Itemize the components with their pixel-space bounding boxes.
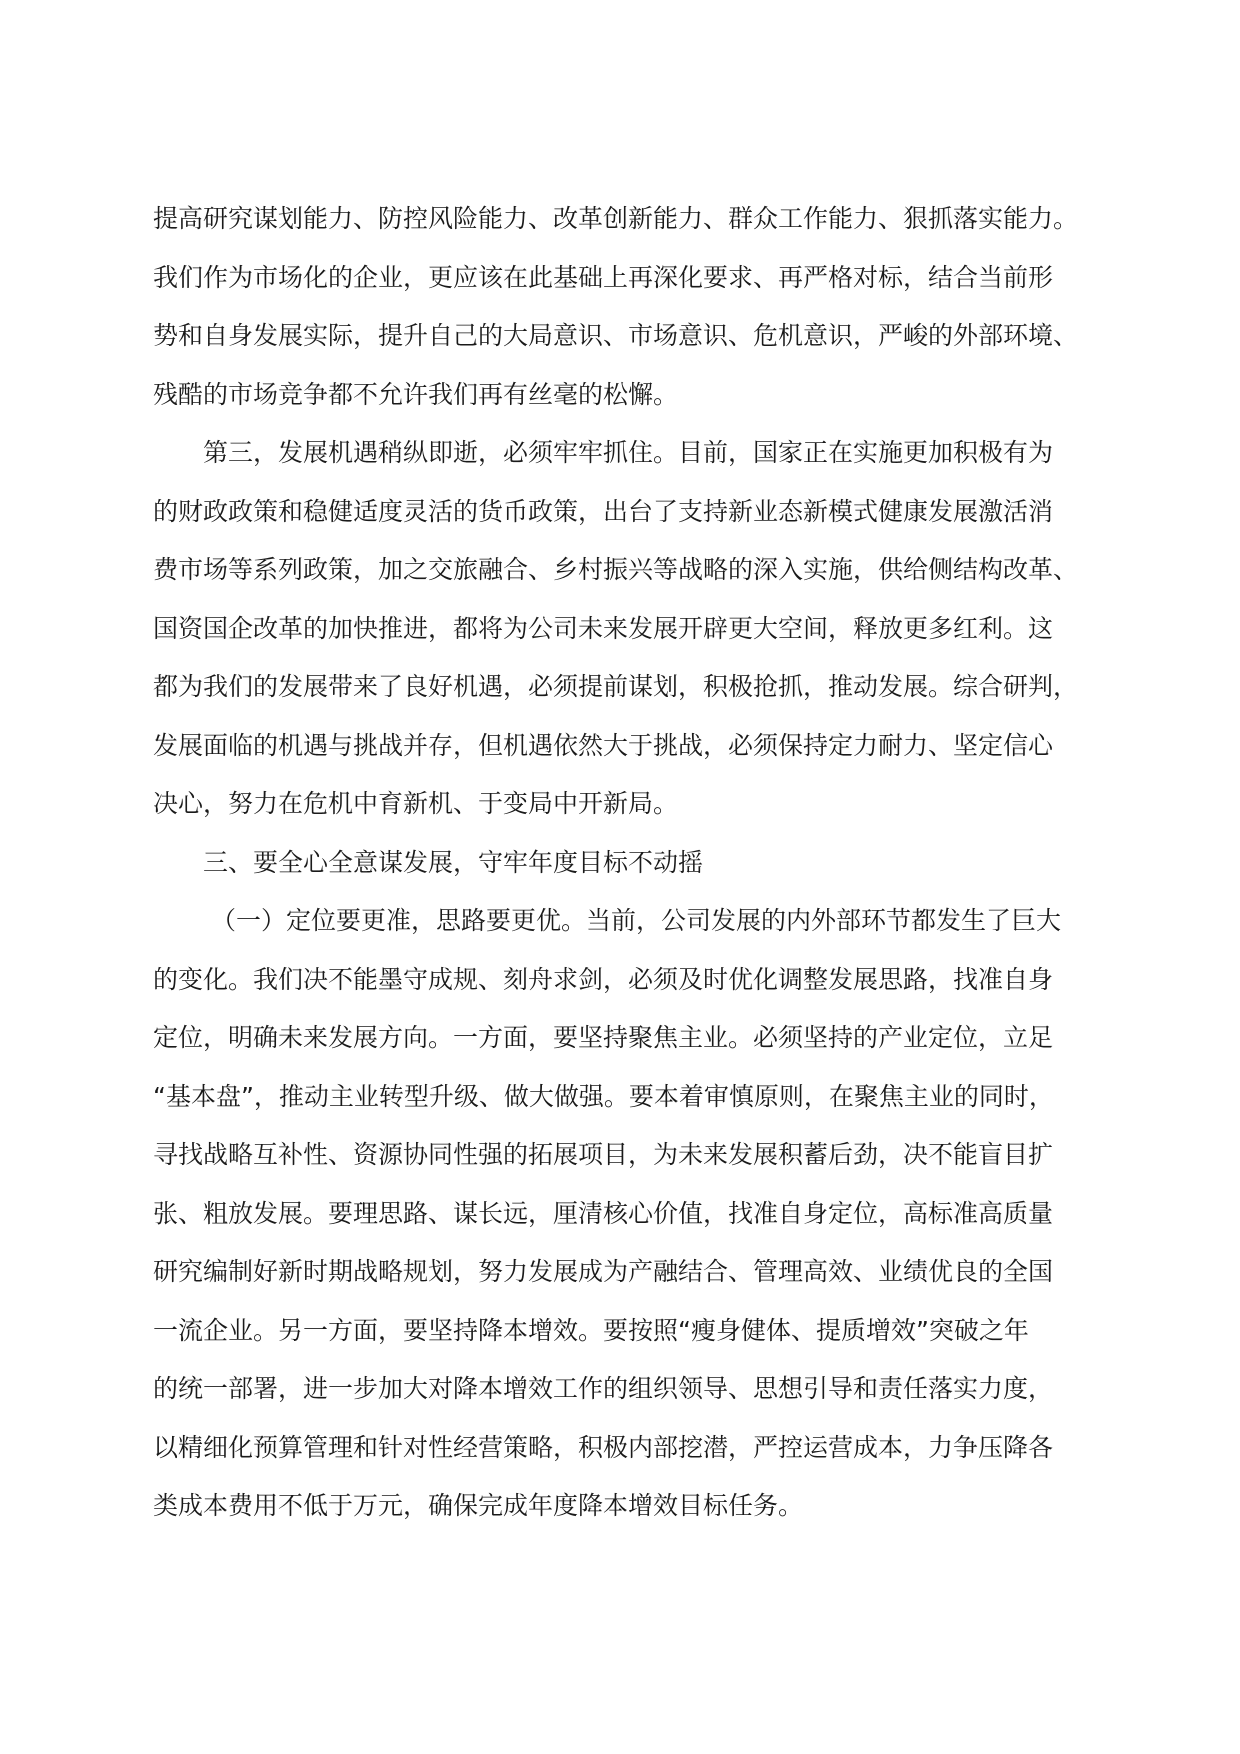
text-line: 寻找战略互补性、资源协同性强的拓展项目，为未来发展积蓄后劲，决不能盲目扩 <box>153 1140 1054 1169</box>
text-line: 一流企业。另一方面，要坚持降本增效。要按照“瘦身健体、提质增效”突破之年 <box>153 1315 1029 1345</box>
text-line: 费市场等系列政策，加之交旅融合、乡村振兴等战略的深入实施，供给侧结构改革、 <box>153 555 1079 584</box>
text-line: 残酷的市场竞争都不允许我们再有丝毫的松懈。 <box>153 379 679 409</box>
section-heading: 三、要全心全意谋发展，守牢年度目标不动摇 <box>203 847 704 877</box>
subsection-start-line: （一）定位要更准，思路要更优。当前，公司发展的内外部环节都发生了巨大 <box>211 906 1062 935</box>
text-line: 类成本费用不低于万元，确保完成年度降本增效目标任务。 <box>153 1491 804 1520</box>
text-line: 国资国企改革的加快推进，都将为公司未来发展开辟更大空间，释放更多红利。这 <box>153 613 1054 643</box>
text-line: 我们作为市场化的企业，更应该在此基础上再深化要求、再严格对标，结合当前形 <box>153 262 1054 292</box>
text-line: 张、粗放发展。要理思路、谋长远，厘清核心价值，找准自身定位，高标准高质量 <box>153 1198 1054 1228</box>
text-line: 的统一部署，进一步加大对降本增效工作的组织领导、思想引导和责任落实力度， <box>153 1374 1054 1403</box>
document-body <box>153 190 1083 1536</box>
text-line: 势和自身发展实际，提升自己的大局意识、市场意识、危机意识，严峻的外部环境、 <box>153 321 1079 350</box>
text-line: “基本盘”，推动主业转型升级、做大做强。要本着审慎原则，在聚焦主业的同时， <box>153 1081 1054 1111</box>
text-line: 研究编制好新时期战略规划，努力发展成为产融结合、管理高效、业绩优良的全国 <box>153 1257 1054 1286</box>
text-line: 都为我们的发展带来了良好机遇，必须提前谋划，积极抢抓，推动发展。综合研判， <box>153 672 1079 701</box>
text-line: 以精细化预算管理和针对性经营策略，积极内部挖潜，严控运营成本，力争压降各 <box>153 1432 1054 1462</box>
text-line: 的变化。我们决不能墨守成规、刻舟求剑，必须及时优化调整发展思路，找准自身 <box>153 964 1054 994</box>
paragraph-start-line: 第三，发展机遇稍纵即逝，必须牢牢抓住。目前，国家正在实施更加积极有为 <box>203 438 1054 467</box>
text-line: 发展面临的机遇与挑战并存，但机遇依然大于挑战，必须保持定力耐力、坚定信心 <box>153 730 1054 760</box>
text-line: 提高研究谋划能力、防控风险能力、改革创新能力、群众工作能力、狠抓落实能力。 <box>153 204 1079 233</box>
text-line: 决心，努力在危机中育新机、于变局中开新局。 <box>153 789 679 818</box>
text-line: 的财政政策和稳健适度灵活的货币政策，出台了支持新业态新模式健康发展激活消 <box>153 496 1054 526</box>
text-line: 定位，明确未来发展方向。一方面，要坚持聚焦主业。必须坚持的产业定位，立足 <box>153 1023 1054 1052</box>
